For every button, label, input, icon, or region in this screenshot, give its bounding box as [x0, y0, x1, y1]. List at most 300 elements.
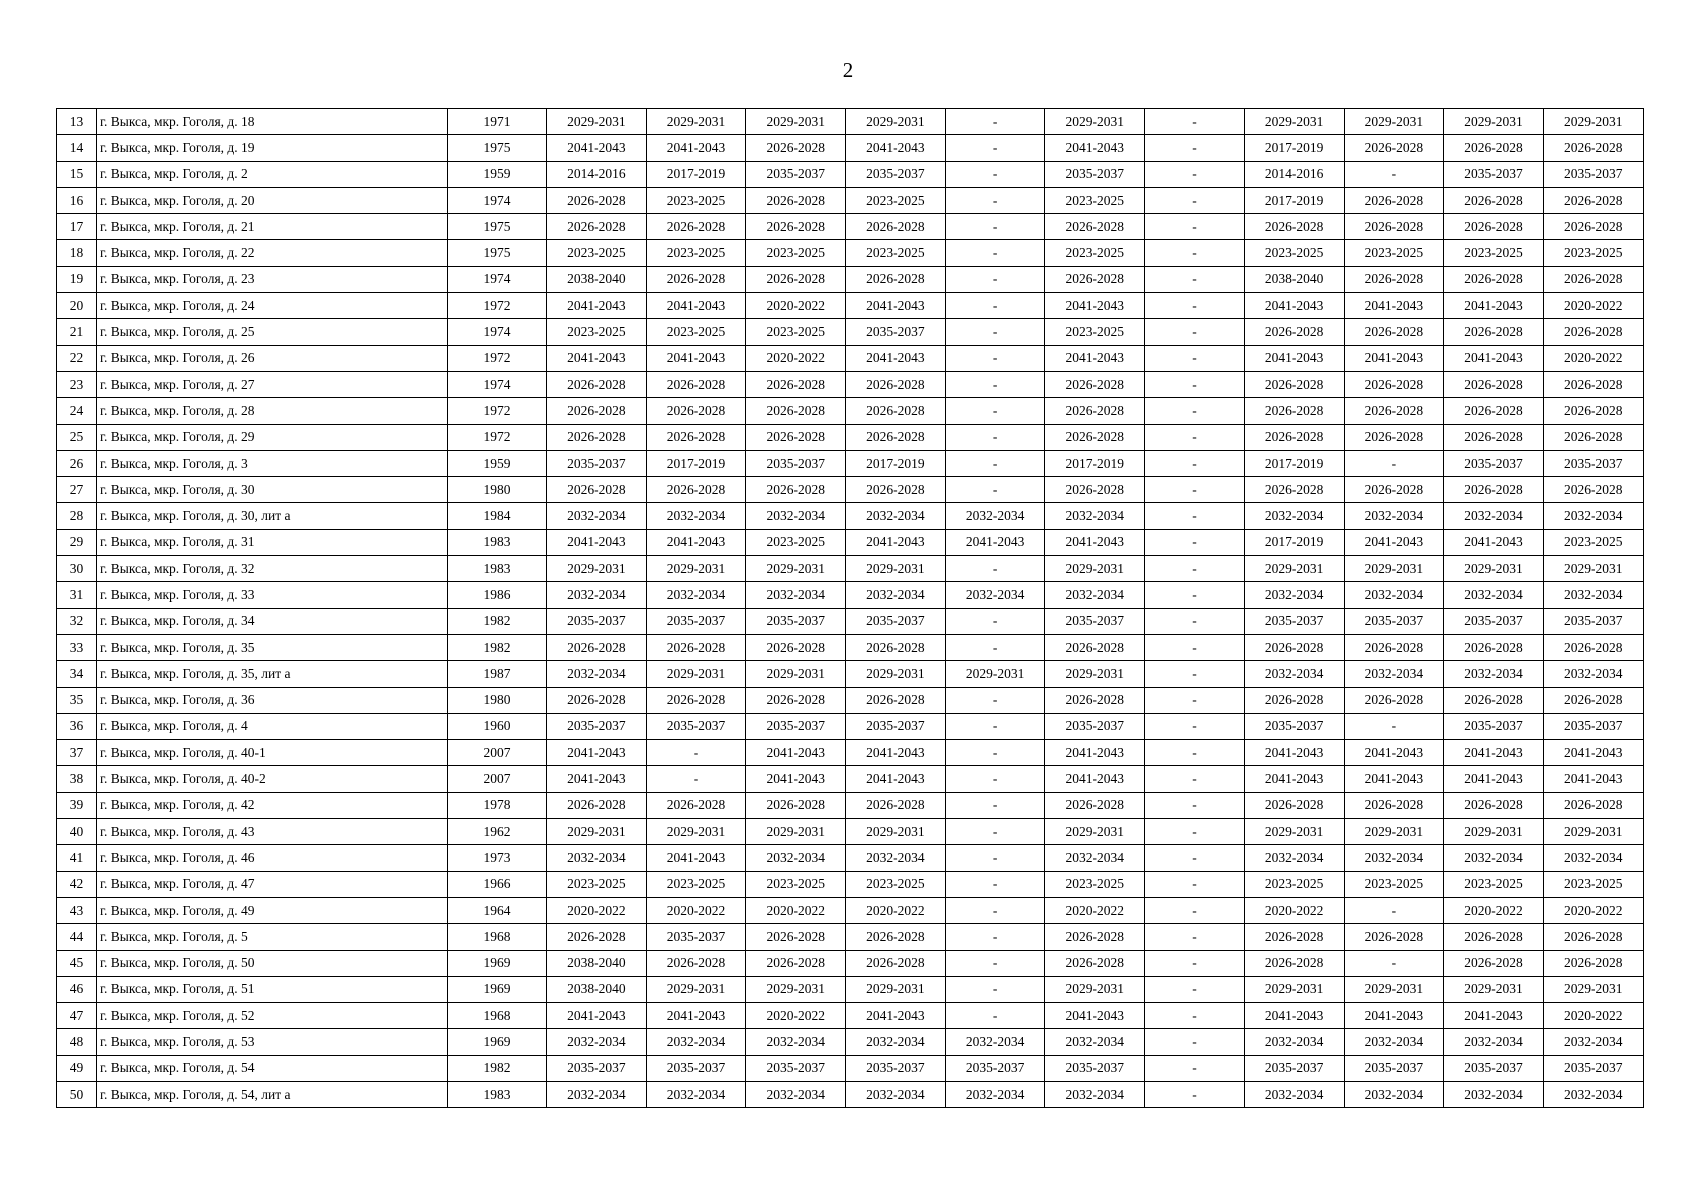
- row-number-cell: 16: [57, 187, 97, 213]
- period-cell-6: 2023-2025: [1045, 871, 1145, 897]
- period-cell-9: -: [1344, 897, 1444, 923]
- period-cell-10: 2041-2043: [1444, 293, 1544, 319]
- period-cell-9: 2026-2028: [1344, 634, 1444, 660]
- period-cell-4: 2041-2043: [846, 293, 946, 319]
- year-built-cell: 1983: [448, 529, 547, 555]
- period-cell-5: 2032-2034: [945, 1081, 1045, 1107]
- period-cell-1: 2038-2040: [547, 266, 647, 292]
- period-cell-11: 2029-2031: [1543, 819, 1643, 845]
- year-built-cell: 1982: [448, 634, 547, 660]
- row-number-cell: 45: [57, 950, 97, 976]
- period-cell-2: 2026-2028: [646, 214, 746, 240]
- period-cell-5: 2032-2034: [945, 1029, 1045, 1055]
- period-cell-6: 2041-2043: [1045, 345, 1145, 371]
- period-cell-3: 2026-2028: [746, 924, 846, 950]
- period-cell-11: 2026-2028: [1543, 924, 1643, 950]
- year-built-cell: 1983: [448, 1081, 547, 1107]
- period-cell-8: 2017-2019: [1244, 450, 1344, 476]
- table-row: [57, 845, 1644, 871]
- period-cell-4: 2041-2043: [846, 345, 946, 371]
- period-cell-5: 2041-2043: [945, 529, 1045, 555]
- period-cell-4: 2035-2037: [846, 161, 946, 187]
- period-cell-2: 2026-2028: [646, 477, 746, 503]
- period-cell-3: 2029-2031: [746, 556, 846, 582]
- period-cell-8: 2029-2031: [1244, 556, 1344, 582]
- period-cell-3: 2029-2031: [746, 661, 846, 687]
- table-row: [57, 109, 1644, 135]
- year-built-cell: 2007: [448, 740, 547, 766]
- period-cell-7: -: [1145, 687, 1245, 713]
- period-cell-4: 2032-2034: [846, 582, 946, 608]
- period-cell-1: 2026-2028: [547, 187, 647, 213]
- period-cell-5: 2032-2034: [945, 503, 1045, 529]
- period-cell-1: 2026-2028: [547, 214, 647, 240]
- period-cell-3: 2035-2037: [746, 450, 846, 476]
- period-cell-8: 2035-2037: [1244, 608, 1344, 634]
- row-number-cell: 14: [57, 135, 97, 161]
- address-cell: г. Выкса, мкр. Гоголя, д. 34: [97, 608, 448, 634]
- row-number-cell: 39: [57, 792, 97, 818]
- period-cell-7: -: [1145, 950, 1245, 976]
- period-cell-11: 2026-2028: [1543, 214, 1643, 240]
- period-cell-6: 2020-2022: [1045, 897, 1145, 923]
- period-cell-9: 2026-2028: [1344, 187, 1444, 213]
- period-cell-3: 2032-2034: [746, 582, 846, 608]
- period-cell-3: 2035-2037: [746, 713, 846, 739]
- period-cell-7: -: [1145, 135, 1245, 161]
- period-cell-8: 2026-2028: [1244, 634, 1344, 660]
- period-cell-3: 2029-2031: [746, 109, 846, 135]
- row-number-cell: 36: [57, 713, 97, 739]
- period-cell-10: 2026-2028: [1444, 634, 1544, 660]
- period-cell-10: 2029-2031: [1444, 556, 1544, 582]
- period-cell-11: 2026-2028: [1543, 477, 1643, 503]
- period-cell-4: 2026-2028: [846, 371, 946, 397]
- period-cell-5: -: [945, 871, 1045, 897]
- period-cell-2: 2026-2028: [646, 266, 746, 292]
- period-cell-8: 2032-2034: [1244, 582, 1344, 608]
- period-cell-7: -: [1145, 424, 1245, 450]
- period-cell-11: 2032-2034: [1543, 582, 1643, 608]
- period-cell-2: 2029-2031: [646, 556, 746, 582]
- period-cell-7: -: [1145, 819, 1245, 845]
- period-cell-7: -: [1145, 1055, 1245, 1081]
- period-cell-7: -: [1145, 109, 1245, 135]
- address-cell: г. Выкса, мкр. Гоголя, д. 3: [97, 450, 448, 476]
- period-cell-2: 2041-2043: [646, 845, 746, 871]
- year-built-cell: 1974: [448, 187, 547, 213]
- period-cell-7: -: [1145, 608, 1245, 634]
- period-cell-2: 2023-2025: [646, 240, 746, 266]
- period-cell-11: 2035-2037: [1543, 450, 1643, 476]
- address-cell: г. Выкса, мкр. Гоголя, д. 27: [97, 371, 448, 397]
- period-cell-1: 2032-2034: [547, 661, 647, 687]
- period-cell-3: 2023-2025: [746, 319, 846, 345]
- period-cell-3: 2032-2034: [746, 1029, 846, 1055]
- period-cell-8: 2035-2037: [1244, 1055, 1344, 1081]
- period-cell-6: 2026-2028: [1045, 792, 1145, 818]
- period-cell-1: 2041-2043: [547, 1003, 647, 1029]
- period-cell-8: 2026-2028: [1244, 214, 1344, 240]
- period-cell-6: 2026-2028: [1045, 477, 1145, 503]
- row-number-cell: 35: [57, 687, 97, 713]
- period-cell-1: 2020-2022: [547, 897, 647, 923]
- period-cell-4: 2026-2028: [846, 634, 946, 660]
- period-cell-6: 2026-2028: [1045, 266, 1145, 292]
- period-cell-10: 2026-2028: [1444, 266, 1544, 292]
- period-cell-2: 2035-2037: [646, 608, 746, 634]
- year-built-cell: 1966: [448, 871, 547, 897]
- period-cell-3: 2035-2037: [746, 1055, 846, 1081]
- table-row: [57, 293, 1644, 319]
- period-cell-4: 2023-2025: [846, 187, 946, 213]
- period-cell-5: -: [945, 556, 1045, 582]
- period-cell-11: 2020-2022: [1543, 345, 1643, 371]
- table-row: [57, 503, 1644, 529]
- period-cell-9: 2032-2034: [1344, 845, 1444, 871]
- year-built-cell: 1971: [448, 109, 547, 135]
- period-cell-5: -: [945, 266, 1045, 292]
- period-cell-3: 2026-2028: [746, 792, 846, 818]
- period-cell-11: 2035-2037: [1543, 1055, 1643, 1081]
- period-cell-7: -: [1145, 214, 1245, 240]
- period-cell-8: 2035-2037: [1244, 713, 1344, 739]
- period-cell-2: 2041-2043: [646, 135, 746, 161]
- year-built-cell: 1980: [448, 477, 547, 503]
- period-cell-3: 2020-2022: [746, 345, 846, 371]
- period-cell-9: 2035-2037: [1344, 1055, 1444, 1081]
- period-cell-7: -: [1145, 634, 1245, 660]
- period-cell-2: 2026-2028: [646, 634, 746, 660]
- period-cell-9: 2041-2043: [1344, 293, 1444, 319]
- period-cell-8: 2017-2019: [1244, 187, 1344, 213]
- period-cell-11: 2023-2025: [1543, 871, 1643, 897]
- table-row: [57, 897, 1644, 923]
- period-cell-10: 2029-2031: [1444, 109, 1544, 135]
- period-cell-5: -: [945, 897, 1045, 923]
- period-cell-7: -: [1145, 345, 1245, 371]
- period-cell-6: 2026-2028: [1045, 950, 1145, 976]
- table-row: [57, 792, 1644, 818]
- address-cell: г. Выкса, мкр. Гоголя, д. 36: [97, 687, 448, 713]
- period-cell-4: 2026-2028: [846, 266, 946, 292]
- period-cell-2: 2035-2037: [646, 1055, 746, 1081]
- period-cell-9: 2029-2031: [1344, 556, 1444, 582]
- row-number-cell: 25: [57, 424, 97, 450]
- period-cell-6: 2029-2031: [1045, 819, 1145, 845]
- period-cell-2: 2017-2019: [646, 450, 746, 476]
- row-number-cell: 38: [57, 766, 97, 792]
- address-cell: г. Выкса, мкр. Гоголя, д. 22: [97, 240, 448, 266]
- period-cell-10: 2026-2028: [1444, 424, 1544, 450]
- period-cell-1: 2023-2025: [547, 319, 647, 345]
- period-cell-9: 2032-2034: [1344, 1029, 1444, 1055]
- year-built-cell: 1974: [448, 266, 547, 292]
- period-cell-9: 2029-2031: [1344, 976, 1444, 1002]
- period-cell-6: 2032-2034: [1045, 582, 1145, 608]
- period-cell-9: 2041-2043: [1344, 740, 1444, 766]
- period-cell-10: 2041-2043: [1444, 766, 1544, 792]
- period-cell-7: -: [1145, 398, 1245, 424]
- period-cell-11: 2026-2028: [1543, 266, 1643, 292]
- period-cell-1: 2029-2031: [547, 819, 647, 845]
- table-row: [57, 1003, 1644, 1029]
- year-built-cell: 1962: [448, 819, 547, 845]
- period-cell-5: -: [945, 740, 1045, 766]
- period-cell-6: 2032-2034: [1045, 1029, 1145, 1055]
- period-cell-4: 2023-2025: [846, 871, 946, 897]
- period-cell-9: 2023-2025: [1344, 240, 1444, 266]
- period-cell-4: 2035-2037: [846, 608, 946, 634]
- period-cell-3: 2023-2025: [746, 240, 846, 266]
- period-cell-7: -: [1145, 871, 1245, 897]
- period-cell-10: 2032-2034: [1444, 1081, 1544, 1107]
- period-cell-10: 2023-2025: [1444, 240, 1544, 266]
- period-cell-10: 2026-2028: [1444, 477, 1544, 503]
- period-cell-6: 2029-2031: [1045, 109, 1145, 135]
- period-cell-11: 2029-2031: [1543, 976, 1643, 1002]
- period-cell-10: 2026-2028: [1444, 214, 1544, 240]
- period-cell-10: 2041-2043: [1444, 1003, 1544, 1029]
- period-cell-2: 2026-2028: [646, 371, 746, 397]
- row-number-cell: 34: [57, 661, 97, 687]
- period-cell-9: 2026-2028: [1344, 135, 1444, 161]
- address-cell: г. Выкса, мкр. Гоголя, д. 26: [97, 345, 448, 371]
- period-cell-11: 2023-2025: [1543, 529, 1643, 555]
- period-cell-5: -: [945, 1003, 1045, 1029]
- period-cell-1: 2026-2028: [547, 398, 647, 424]
- period-cell-11: 2026-2028: [1543, 424, 1643, 450]
- row-number-cell: 18: [57, 240, 97, 266]
- period-cell-9: 2041-2043: [1344, 529, 1444, 555]
- period-cell-8: 2041-2043: [1244, 766, 1344, 792]
- address-cell: г. Выкса, мкр. Гоголя, д. 46: [97, 845, 448, 871]
- period-cell-4: 2032-2034: [846, 1081, 946, 1107]
- year-built-cell: 1972: [448, 345, 547, 371]
- period-cell-10: 2032-2034: [1444, 845, 1544, 871]
- period-cell-2: 2026-2028: [646, 424, 746, 450]
- period-cell-9: 2023-2025: [1344, 871, 1444, 897]
- period-cell-9: 2029-2031: [1344, 109, 1444, 135]
- row-number-cell: 44: [57, 924, 97, 950]
- period-cell-4: 2041-2043: [846, 529, 946, 555]
- period-cell-1: 2035-2037: [547, 450, 647, 476]
- period-cell-5: -: [945, 424, 1045, 450]
- period-cell-10: 2035-2037: [1444, 713, 1544, 739]
- address-cell: г. Выкса, мкр. Гоголя, д. 24: [97, 293, 448, 319]
- period-cell-4: 2026-2028: [846, 477, 946, 503]
- period-cell-8: 2029-2031: [1244, 976, 1344, 1002]
- period-cell-11: 2026-2028: [1543, 135, 1643, 161]
- period-cell-9: 2041-2043: [1344, 1003, 1444, 1029]
- row-number-cell: 29: [57, 529, 97, 555]
- period-cell-8: 2041-2043: [1244, 293, 1344, 319]
- period-cell-5: -: [945, 161, 1045, 187]
- period-cell-3: 2026-2028: [746, 477, 846, 503]
- period-cell-1: 2032-2034: [547, 503, 647, 529]
- period-cell-4: 2032-2034: [846, 845, 946, 871]
- period-cell-7: -: [1145, 450, 1245, 476]
- period-cell-5: -: [945, 109, 1045, 135]
- period-cell-7: -: [1145, 477, 1245, 503]
- row-number-cell: 49: [57, 1055, 97, 1081]
- period-cell-9: -: [1344, 713, 1444, 739]
- table-row: [57, 266, 1644, 292]
- period-cell-3: 2026-2028: [746, 371, 846, 397]
- period-cell-7: -: [1145, 924, 1245, 950]
- period-cell-8: 2032-2034: [1244, 845, 1344, 871]
- period-cell-10: 2032-2034: [1444, 1029, 1544, 1055]
- period-cell-1: 2026-2028: [547, 792, 647, 818]
- period-cell-11: 2026-2028: [1543, 319, 1643, 345]
- address-cell: г. Выкса, мкр. Гоголя, д. 53: [97, 1029, 448, 1055]
- period-cell-1: 2041-2043: [547, 135, 647, 161]
- table-row: [57, 477, 1644, 503]
- period-cell-9: 2029-2031: [1344, 819, 1444, 845]
- period-cell-3: 2020-2022: [746, 897, 846, 923]
- period-cell-2: 2026-2028: [646, 398, 746, 424]
- period-cell-4: 2032-2034: [846, 503, 946, 529]
- table-row: [57, 556, 1644, 582]
- table-row: [57, 740, 1644, 766]
- table-row: [57, 319, 1644, 345]
- period-cell-2: 2032-2034: [646, 503, 746, 529]
- period-cell-2: 2041-2043: [646, 345, 746, 371]
- period-cell-9: 2026-2028: [1344, 477, 1444, 503]
- year-built-cell: 1982: [448, 608, 547, 634]
- period-cell-7: -: [1145, 371, 1245, 397]
- address-cell: г. Выкса, мкр. Гоголя, д. 31: [97, 529, 448, 555]
- period-cell-3: 2029-2031: [746, 819, 846, 845]
- period-cell-9: 2032-2034: [1344, 661, 1444, 687]
- period-cell-10: 2026-2028: [1444, 319, 1544, 345]
- row-number-cell: 23: [57, 371, 97, 397]
- period-cell-7: -: [1145, 845, 1245, 871]
- period-cell-3: 2026-2028: [746, 187, 846, 213]
- period-cell-10: 2020-2022: [1444, 897, 1544, 923]
- period-cell-6: 2026-2028: [1045, 214, 1145, 240]
- period-cell-7: -: [1145, 897, 1245, 923]
- table-row: [57, 950, 1644, 976]
- table-row: [57, 450, 1644, 476]
- period-cell-4: 2029-2031: [846, 819, 946, 845]
- period-cell-7: -: [1145, 187, 1245, 213]
- period-cell-10: 2032-2034: [1444, 582, 1544, 608]
- period-cell-4: 2029-2031: [846, 109, 946, 135]
- period-cell-6: 2026-2028: [1045, 398, 1145, 424]
- period-cell-2: 2017-2019: [646, 161, 746, 187]
- period-cell-3: 2023-2025: [746, 529, 846, 555]
- period-cell-1: 2026-2028: [547, 687, 647, 713]
- period-cell-8: 2026-2028: [1244, 924, 1344, 950]
- period-cell-11: 2020-2022: [1543, 897, 1643, 923]
- year-built-cell: 1975: [448, 135, 547, 161]
- year-built-cell: 1972: [448, 398, 547, 424]
- table-row: [57, 240, 1644, 266]
- row-number-cell: 17: [57, 214, 97, 240]
- period-cell-7: -: [1145, 976, 1245, 1002]
- address-cell: г. Выкса, мкр. Гоголя, д. 42: [97, 792, 448, 818]
- period-cell-6: 2029-2031: [1045, 661, 1145, 687]
- period-cell-7: -: [1145, 293, 1245, 319]
- period-cell-9: 2026-2028: [1344, 214, 1444, 240]
- period-cell-5: -: [945, 319, 1045, 345]
- period-cell-6: 2026-2028: [1045, 371, 1145, 397]
- period-cell-3: 2029-2031: [746, 976, 846, 1002]
- period-cell-6: 2041-2043: [1045, 135, 1145, 161]
- period-cell-2: 2026-2028: [646, 950, 746, 976]
- address-cell: г. Выкса, мкр. Гоголя, д. 21: [97, 214, 448, 240]
- period-cell-10: 2026-2028: [1444, 792, 1544, 818]
- period-cell-4: 2035-2037: [846, 319, 946, 345]
- period-cell-4: 2026-2028: [846, 687, 946, 713]
- period-cell-8: 2026-2028: [1244, 398, 1344, 424]
- address-cell: г. Выкса, мкр. Гоголя, д. 30: [97, 477, 448, 503]
- year-built-cell: 1959: [448, 450, 547, 476]
- period-cell-10: 2023-2025: [1444, 871, 1544, 897]
- period-cell-1: 2032-2034: [547, 1081, 647, 1107]
- period-cell-9: 2026-2028: [1344, 792, 1444, 818]
- year-built-cell: 1972: [448, 424, 547, 450]
- period-cell-4: 2020-2022: [846, 897, 946, 923]
- period-cell-1: 2041-2043: [547, 740, 647, 766]
- address-cell: г. Выкса, мкр. Гоголя, д. 54: [97, 1055, 448, 1081]
- period-cell-8: 2041-2043: [1244, 345, 1344, 371]
- year-built-cell: 1974: [448, 371, 547, 397]
- table-row: [57, 1081, 1644, 1107]
- period-cell-3: 2026-2028: [746, 634, 846, 660]
- period-cell-5: -: [945, 135, 1045, 161]
- address-cell: г. Выкса, мкр. Гоголя, д. 43: [97, 819, 448, 845]
- period-cell-1: 2029-2031: [547, 556, 647, 582]
- period-cell-11: 2032-2034: [1543, 845, 1643, 871]
- period-cell-7: -: [1145, 661, 1245, 687]
- period-cell-1: 2038-2040: [547, 950, 647, 976]
- period-cell-4: 2023-2025: [846, 240, 946, 266]
- period-cell-7: -: [1145, 319, 1245, 345]
- period-cell-2: 2029-2031: [646, 819, 746, 845]
- period-cell-10: 2029-2031: [1444, 976, 1544, 1002]
- period-cell-8: 2026-2028: [1244, 792, 1344, 818]
- year-built-cell: 1984: [448, 503, 547, 529]
- period-cell-5: -: [945, 792, 1045, 818]
- period-cell-5: -: [945, 345, 1045, 371]
- period-cell-5: -: [945, 845, 1045, 871]
- period-cell-1: 2035-2037: [547, 713, 647, 739]
- period-cell-8: 2026-2028: [1244, 319, 1344, 345]
- period-cell-4: 2026-2028: [846, 924, 946, 950]
- period-cell-8: 2032-2034: [1244, 503, 1344, 529]
- period-cell-2: 2020-2022: [646, 897, 746, 923]
- period-cell-5: -: [945, 976, 1045, 1002]
- period-cell-11: 2026-2028: [1543, 634, 1643, 660]
- period-cell-3: 2032-2034: [746, 503, 846, 529]
- period-cell-4: 2035-2037: [846, 1055, 946, 1081]
- period-cell-8: 2032-2034: [1244, 661, 1344, 687]
- period-cell-5: -: [945, 608, 1045, 634]
- period-cell-3: 2026-2028: [746, 214, 846, 240]
- row-number-cell: 43: [57, 897, 97, 923]
- period-cell-6: 2026-2028: [1045, 634, 1145, 660]
- period-cell-1: 2026-2028: [547, 477, 647, 503]
- period-cell-4: 2035-2037: [846, 713, 946, 739]
- period-cell-6: 2035-2037: [1045, 608, 1145, 634]
- period-cell-1: 2026-2028: [547, 371, 647, 397]
- period-cell-5: 2035-2037: [945, 1055, 1045, 1081]
- row-number-cell: 40: [57, 819, 97, 845]
- period-cell-3: 2041-2043: [746, 740, 846, 766]
- period-cell-8: 2029-2031: [1244, 819, 1344, 845]
